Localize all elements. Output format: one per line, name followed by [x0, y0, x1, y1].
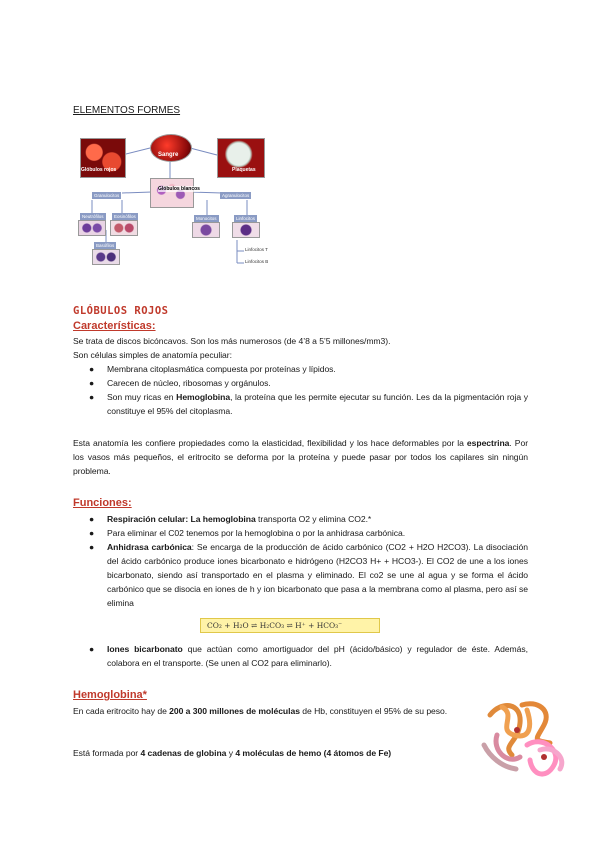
- list-item: ● Para eliminar el C02 tenemos por la hemoglobina o por la anhidrasa carbónica.: [89, 528, 406, 538]
- linfocitos-t-label: Linfocitos T: [245, 247, 268, 252]
- hemoglobina-p1: En cada eritrocito hay de 200 a 300 millones de moléculas de Hb, constituyen el 95% de su peso.: [73, 706, 448, 716]
- list-item: ● Anhidrasa carbónica: Se encarga de la producción de ácido carbónico (CO2 + H2O H2CO3). La disociación del ácido carbónico produce iones bicarbonato e hidrógeno (H2CO3 H+ + HCO3-). El CO2 de une a los iones bicarbonato, siendo así transportado en el plasma y eliminado. El co2 se une al agua y se forma el ácido carbónico que se disocia en iones de h y ion bicarbonato que pasa a la membrana como al plasma, pero así se elimina: [89, 542, 529, 608]
- list-item: ● Son muy ricas en Hemoglobina, la proteína que les permite ejecutar su función. Les da la pigmentación roja y constituye el 95% del citoplasma.: [89, 392, 528, 416]
- neutrofilos-box: Neutrófilos: [82, 214, 104, 219]
- caracteristicas-heading: Características:: [73, 320, 156, 332]
- eosinofilos-box: Eosinófilos: [114, 214, 136, 219]
- list-item: ● Respiración celular: La hemoglobina transporta O2 y elimina CO2.*: [89, 514, 372, 524]
- list-item: ● Carecen de núcleo, ribosomas y orgánulos.: [89, 378, 271, 388]
- linfocitos-box: Linfocitos: [236, 216, 256, 221]
- heme-group: [541, 754, 547, 760]
- red-cells-label: Glóbulos rojos: [81, 167, 117, 173]
- list-item: ● Iones bicarbonato que actúan como amortiguador del pH (ácido/básico) y regulador de éste. Además, colabora en el transporte. (Se unen al CO2 para eliminarlo).: [89, 644, 528, 668]
- page-title: ELEMENTOS FORMES: [73, 105, 181, 116]
- neutrofilos-image: [78, 220, 106, 236]
- funciones-block: [73, 512, 528, 610]
- basofilos-box: Basófilos: [96, 243, 115, 248]
- monocitos-box: Monocitos: [196, 216, 217, 221]
- blood-diagram: [72, 130, 282, 270]
- platelets-label: Plaquetas: [232, 167, 256, 173]
- hemoglobina-heading: Hemoglobina*: [73, 689, 147, 701]
- linfocitos-b-label: Linfocitos B: [245, 259, 269, 264]
- hemoglobin-molecule-image: [472, 695, 582, 777]
- monocitos-image: [192, 222, 220, 238]
- eosinofilos-image: [110, 220, 138, 236]
- white-cells-label: Glóbulos blancos: [158, 186, 200, 192]
- carbonic-equation: CO₂ + H₂O ⇌ H₂CO₃ ⇌ H⁺ + HCO₃⁻: [200, 618, 380, 633]
- granulocitos-box: Granulocitos: [94, 193, 120, 198]
- basofilos-image: [92, 249, 120, 265]
- hemoglobina-p2: Está formada por 4 cadenas de globina y 4 moléculas de hemo (4 átomos de Fe): [73, 748, 392, 758]
- caracteristicas-block: [73, 334, 528, 418]
- caracteristicas-p1: Se trata de discos bicóncavos. Son los más numerosos (de 4’8 a 5’5 millones/mm3).: [73, 336, 391, 346]
- sangre-label: Sangre: [158, 152, 179, 158]
- agranulocitos-box: Agranulocitos: [222, 193, 250, 198]
- funciones-list: [73, 512, 528, 610]
- heme-group: [514, 727, 520, 733]
- white-cells-image: [150, 178, 194, 208]
- funciones-block-2: [73, 642, 528, 670]
- linfocitos-image: [232, 222, 260, 238]
- molecule-chains: [484, 704, 562, 774]
- caracteristicas-paragraph: Esta anatomía les confiere propiedades como la elasticidad, flexibilidad y los hace deformables por la espectrina. Por los vasos más pequeños, el eritrocito se deforma por la proteína y puede pasar por todos los capilares sin ningún problema.: [73, 438, 529, 476]
- funciones-list-2: [73, 642, 528, 670]
- caracteristicas-p2: Son células simples de anatomía peculiar:: [73, 350, 232, 360]
- funciones-heading: Funciones:: [73, 497, 132, 509]
- caracteristicas-list: [73, 362, 528, 418]
- section-title: GLÓBULOS ROJOS: [73, 305, 169, 317]
- list-item: ● Membrana citoplasmática compuesta por proteínas y lípidos.: [89, 364, 336, 374]
